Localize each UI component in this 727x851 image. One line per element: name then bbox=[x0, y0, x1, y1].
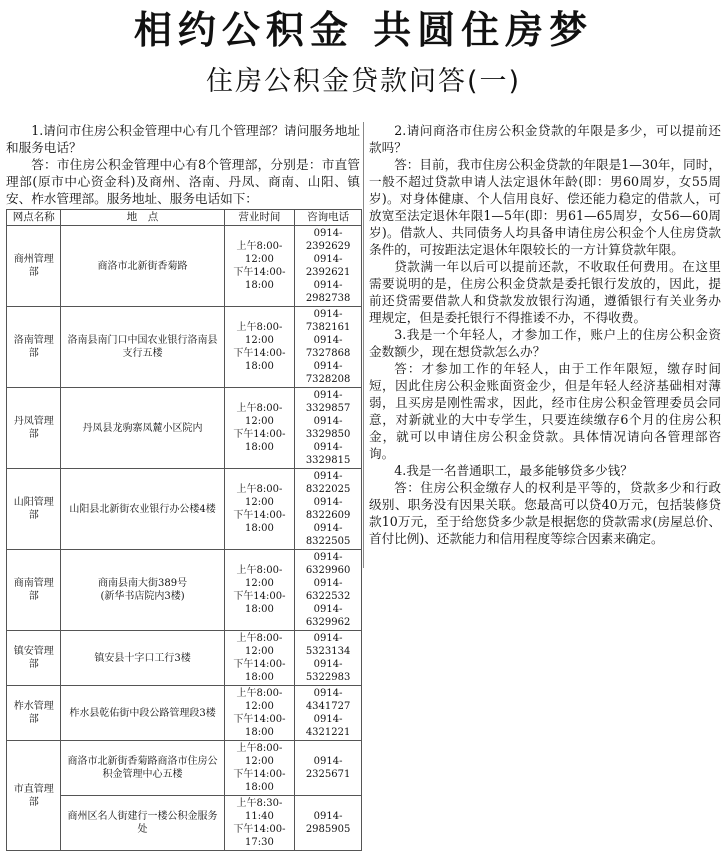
q1-answer: 答：市住房公积金管理中心有8个管理部，分别是：市直管理部(原市中心资金科)及商州、洛南、丹凤、商南、山阳、镇安、柞水管理部。服务地址、服务电话如下： bbox=[6, 157, 360, 206]
office-phones: 0914-6329960 0914-6322532 0914-6329962 bbox=[295, 550, 362, 631]
office-phones: 0914-2392629 0914-2392621 0914-2982738 bbox=[295, 226, 362, 307]
table-row bbox=[7, 226, 362, 307]
service-table bbox=[6, 209, 362, 851]
right-column bbox=[369, 122, 721, 547]
headline: 相约公积金 共圆住房梦 bbox=[133, 8, 594, 52]
table-row bbox=[7, 631, 362, 686]
office-address: 商州区名人街建行一楼公积金服务处 bbox=[61, 796, 224, 851]
q2-question: 2.请问商洛市住房公积金贷款的年限是多少，可以提前还款吗？ bbox=[369, 123, 721, 155]
table-row bbox=[7, 686, 362, 741]
q4-question: 4.我是一名普通职工，最多能够贷多少钱？ bbox=[394, 463, 633, 478]
left-column bbox=[6, 122, 360, 851]
table-row bbox=[7, 741, 362, 796]
table-body bbox=[7, 226, 362, 851]
header-hours: 营业时间 bbox=[224, 210, 295, 226]
table-row bbox=[7, 550, 362, 631]
office-address: 洛南县南门口中国农业银行洛南县支行五楼 bbox=[61, 307, 224, 388]
column-divider bbox=[363, 122, 364, 568]
office-phones: 0914-5323134 0914-5322983 bbox=[295, 631, 362, 686]
office-phones: 0914-8322025 0914-8322609 0914-8322505 bbox=[295, 469, 362, 550]
office-phones: 0914-3329857 0914-3329850 0914-3329815 bbox=[295, 388, 362, 469]
office-hours: 上午8:00-12:00 下午14:00-18:00 bbox=[224, 469, 295, 550]
office-hours: 上午8:00-12:00 下午14:00-18:00 bbox=[224, 226, 295, 307]
office-name: 丹凤管理部 bbox=[7, 388, 61, 469]
office-hours: 上午8:00-12:00 下午14:00-18:00 bbox=[224, 686, 295, 741]
q4-answer: 答：住房公积金缴存人的权利是平等的，贷款多少和行政级别、职务没有因果关联。您最高可以贷40万元，包括装修贷款10万元，至于给您贷多少款是根据您的贷款需求(房屋总价、首付比例)、还款能力和信用程度等综合因素来确定。 bbox=[369, 480, 721, 546]
office-hours: 上午8:30-11:40 下午14:00-17:30 bbox=[224, 796, 295, 851]
office-address: 镇安县十字口工行3楼 bbox=[61, 631, 224, 686]
office-address: 山阳县北新街农业银行办公楼4楼 bbox=[61, 469, 224, 550]
office-name: 商州管理部 bbox=[7, 226, 61, 307]
office-phones: 0914-4341727 0914-4321221 bbox=[295, 686, 362, 741]
office-address: 丹凤县龙驹寨凤麓小区院内 bbox=[61, 388, 224, 469]
office-address: 商洛市北新街香菊路商洛市住房公积金管理中心五楼 bbox=[61, 741, 224, 796]
office-phones: 0914-2325671 bbox=[295, 741, 362, 796]
office-phones: 0914-7382161 0914-7327868 0914-7328208 bbox=[295, 307, 362, 388]
office-phones: 0914-2985905 bbox=[295, 796, 362, 851]
office-hours: 上午8:00-12:00 下午14:00-18:00 bbox=[224, 307, 295, 388]
header-phone: 咨询电话 bbox=[295, 210, 362, 226]
q3-answer: 答：才参加工作的年轻人，由于工作年限短，缴存时间短，因此住房公积金账面资金少，但是年轻人经济基础相对薄弱，且买房是刚性需求，因此，经市住房公积金管理委员会同意，对新就业的大中专学生，只要连续缴存6个月的住房公积金，就可以申请住房公积金贷款。具体情况请向各管理部咨询。 bbox=[369, 361, 721, 461]
office-address: 柞水县乾佑街中段公路管理段3楼 bbox=[61, 686, 224, 741]
office-address: 商南县南大街389号 (新华书店院内3楼) bbox=[61, 550, 224, 631]
q3-question: 3.我是一个年轻人，才参加工作，账户上的住房公积金资金数额少，现在想贷款怎么办？ bbox=[369, 327, 721, 359]
office-name: 市直管理部 bbox=[7, 741, 61, 851]
office-hours: 上午8:00-12:00 下午14:00-18:00 bbox=[224, 741, 295, 796]
subheadline: 住房公积金贷款问答(一) bbox=[205, 66, 522, 97]
office-hours: 上午8:00-12:00 下午14:00-18:00 bbox=[224, 388, 295, 469]
table-header-row bbox=[7, 210, 362, 226]
header-address: 地 点 bbox=[61, 210, 224, 226]
q2-answer-1: 答：目前，我市住房公积金贷款的年限是1—30年，同时，一般不超过贷款申请人法定退休年龄(即：男60周岁，女55周岁)。对身体健康、个人信用良好、偿还能力稳定的借款人，可放宽至法定退休年限1—5年(即：男61—65周岁，女56—60周岁)。借款人、共同债务人均具备申请住房公积金个人住房贷款条件的，可按距法定退休年限较长的一方计算贷款年限。 bbox=[369, 157, 721, 257]
office-name: 洛南管理部 bbox=[7, 307, 61, 388]
office-name: 商南管理部 bbox=[7, 550, 61, 631]
office-hours: 上午8:00-12:00 下午14:00-18:00 bbox=[224, 631, 295, 686]
office-hours: 上午8:00-12:00 下午14:00-18:00 bbox=[224, 550, 295, 631]
office-name: 镇安管理部 bbox=[7, 631, 61, 686]
office-name: 山阳管理部 bbox=[7, 469, 61, 550]
table-row bbox=[7, 388, 362, 469]
office-name: 柞水管理部 bbox=[7, 686, 61, 741]
table-row bbox=[7, 469, 362, 550]
office-address: 商洛市北新街香菊路 bbox=[61, 226, 224, 307]
q2-answer-2: 贷款满一年以后可以提前还款，不收取任何费用。在这里需要说明的是，住房公积金贷款是委托银行发放的，因此，提前还贷需要借款人和贷款发放银行沟通，遵循银行有关业务办理规定，但是委托银行不得推诿不办，不得收费。 bbox=[369, 259, 721, 325]
q1-question: 1.请问市住房公积金管理中心有几个管理部？请问服务地址和服务电话？ bbox=[6, 123, 360, 155]
table-row bbox=[7, 307, 362, 388]
header-name: 网点名称 bbox=[7, 210, 61, 226]
